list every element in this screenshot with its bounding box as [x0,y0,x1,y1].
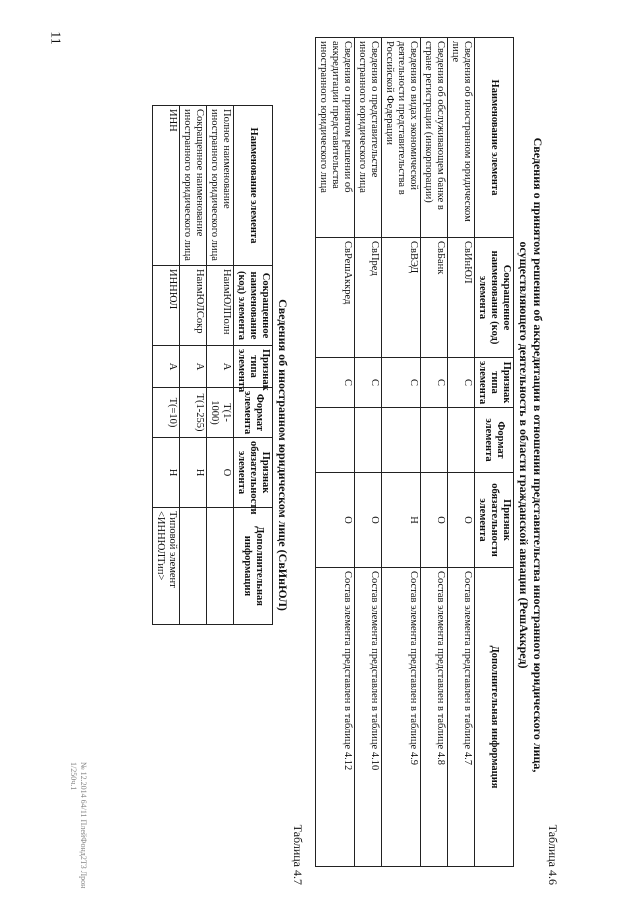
table-cell [382,408,421,473]
stamp-text: № 12.2014 64/11 ПлейФонд2ТЗ Лрон 1/250ч.1 [69,762,88,889]
table-cell: С [355,358,382,408]
table-cell: СвИнЮЛ [448,238,475,358]
table-cell: С [316,358,355,408]
table2-header-cell: Дополнительная информация [234,508,273,625]
table-cell: СвБанк [421,238,448,358]
table-row [316,38,355,867]
table-4-6 [315,37,514,867]
table1-title-line1: Сведения о принятом решении об аккредитации в отношении представительства иностранного юридического лица, [531,137,545,773]
table2-header-cell: Признак типа элемента [234,346,273,388]
table-cell: Т(1-1000) [207,388,234,438]
table-cell: Сведения об обслуживающем банке в стране регистрации (инкорпорации) [421,38,448,238]
table-cell: Н [153,438,180,508]
table-4-7 [152,105,273,625]
table1-header-cell: Формат элемента [475,408,514,473]
table1-header-cell: Признак типа элемента [475,358,514,408]
table-cell: О [448,473,475,568]
table-cell: Сведения о представительстве иностранного юридического лица [355,38,382,238]
table1-title-line2: осуществляющего деятельность в области гражданской авиации (РешАккред) [517,241,531,669]
table-cell: Типовой элемент <ИННЮЛТип> [153,508,180,625]
table1-caption: Таблица 4.6 [546,824,560,885]
table-cell: С [448,358,475,408]
table-cell: СвПред [355,238,382,358]
table1-header-cell: Наименование элемента [475,38,514,238]
table-cell [316,408,355,473]
table-cell: С [382,358,421,408]
table2-header-cell: Наименование элемента [234,106,273,266]
table-cell: Т(1-255) [180,388,207,438]
table-cell: А [153,346,180,388]
table-cell: Полное наименование иностранного юридического лица [207,106,234,266]
table-cell [207,508,234,625]
table-cell: Сокращенное наименование иностранного юридического лица [180,106,207,266]
table-cell: Н [180,438,207,508]
table-cell: ИНН [153,106,180,266]
table-cell [180,508,207,625]
table-cell: А [207,346,234,388]
table1-header-cell: Признак обязательности элемента [475,473,514,568]
table-cell: СвРешАккред [316,238,355,358]
table2-header-cell: Формат элемента [234,388,273,438]
table2-caption: Таблица 4.7 [291,824,305,885]
table-row [355,38,382,867]
table-cell: О [316,473,355,568]
table-row [153,106,180,625]
table-cell: Состав элемента представлен в таблице 4.12 [316,568,355,867]
table1-header-cell: Сокращенное наименование (код) элемента [475,238,514,358]
table1-header-row [475,38,514,867]
table-cell: О [421,473,448,568]
table1-header-cell: Дополнительная информация [475,568,514,867]
table-row [207,106,234,625]
table-cell: О [207,438,234,508]
table2-title: Сведения об иностранном юридическом лице (СвИнЮЛ) [276,299,290,611]
table-cell [421,408,448,473]
rotated-content [0,25,560,885]
page-number: 11 [47,31,63,45]
table-cell: Сведения об иностранном юридическом лице [448,38,475,238]
table-row [448,38,475,867]
table-cell: Состав элемента представлен в таблице 4.9 [382,568,421,867]
table-row [180,106,207,625]
table-row [421,38,448,867]
table-cell: Состав элемента представлен в таблице 4.7 [448,568,475,867]
table-cell [355,408,382,473]
table-cell: СвВЭД [382,238,421,358]
table-cell: Состав элемента представлен в таблице 4.8 [421,568,448,867]
table2-header-cell: Сокращенное наименование (код) элемента [234,266,273,346]
table-cell: Состав элемента представлен в таблице 4.10 [355,568,382,867]
table-cell: А [180,346,207,388]
table-cell: О [355,473,382,568]
table-cell: Н [382,473,421,568]
table-cell: Сведения о видах экономической деятельности представительства в Российской Федерации [382,38,421,238]
table-cell: Сведения о принятом решении об аккредитации представительства иностранного юридического лица [316,38,355,238]
table-cell: ИННЮЛ [153,266,180,346]
table-row [382,38,421,867]
table-cell: Т(=10) [153,388,180,438]
table2-header-row [234,106,273,625]
table-cell: С [421,358,448,408]
table-cell [448,408,475,473]
table2-header-cell: Признак обязательности элемента [234,438,273,508]
table-cell: НаимЮЛПолн [207,266,234,346]
table-cell: НаимЮЛСокр [180,266,207,346]
